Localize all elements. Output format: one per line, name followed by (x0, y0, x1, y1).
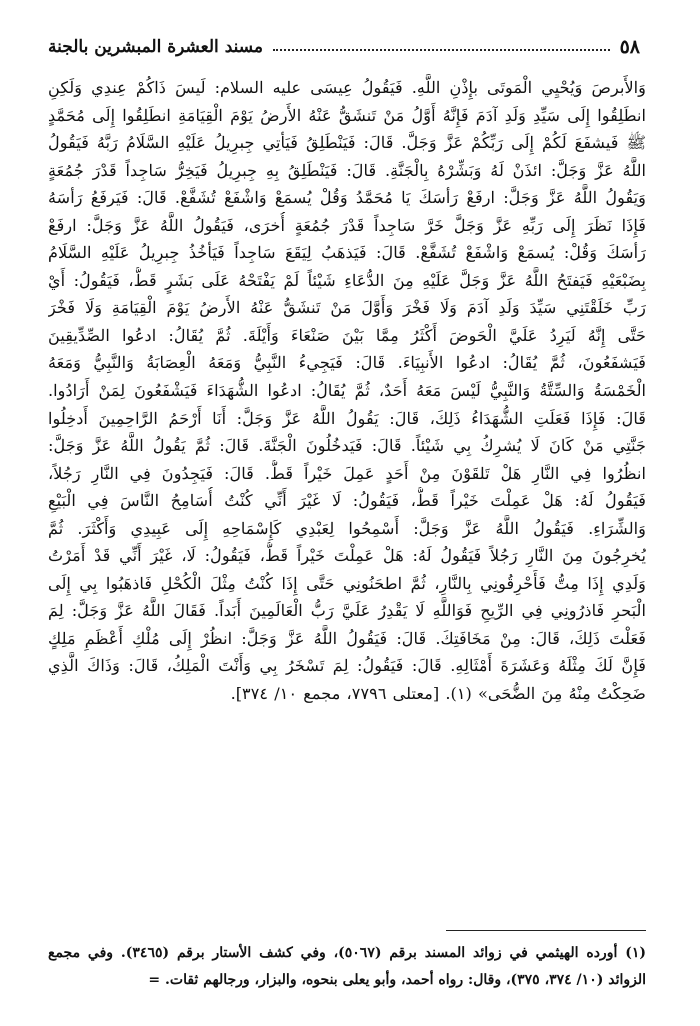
text-line: فَيَشفَعُونَ، ثُمَّ يُقَالُ: ادعُوا الأَنبِيَاءَ. قَالَ: فَيَجِيءُ النَّبِيُّ وَمَعَهُ الْعِصَابَةُ وَالنَّبِيُّ وَمَعَهُ (48, 353, 646, 373)
text-line: حَتَّى إِنَّهُ لَيَرِدُ عَلَيَّ الْحَوضَ أَكْثَرُ مِمَّا بَيْنَ صَنْعَاءَ وَأَيْلَةَ. ثُمَّ يُقَالُ: ادعُوا الصِّدِّيقِينَ (48, 325, 646, 345)
footnote (48, 940, 646, 994)
text-line: اللَّهُ عَزَّ وَجَلَّ: ائذَنْ لَهُ وَبَشِّرْهُ بِالْجَنَّةِ. قَالَ: فَيَنْطَلِقُ بِهِ جِبرِيلُ فَيَخِرُّ سَاجِداً قَدْرَ جُمُعَةٍ (48, 160, 646, 180)
text-line: انظُرُوا فِي النَّارِ هَلْ تَلقَوْنَ مِنْ أَحَدٍ عَمِلَ خَيْراً قَطُّ. قَالَ: فَيَجِدُونَ فِي النَّارِ رَجُلاً، (48, 463, 646, 483)
text-line: الْخَمْسَةُ وَالسِّتَّةُ وَالنَّبِيُّ لَيْسَ مَعَهُ أَحَدٌ، ثُمَّ يُقَالُ: ادعُوا الشُّهَدَاءَ فَيَشْفَعُونَ لِمَنْ أَرَادُوا. (48, 381, 646, 401)
page-number: ٥٨ (619, 36, 640, 58)
header-dotted-leader (273, 49, 610, 51)
footnote-line: (١) أورده الهيثمي في زوائد المسند برقم (٥٠٦٧)، وفي كشف الأستار برقم (٣٤٦٥). وفي مجمع (48, 945, 646, 961)
footnote-separator (446, 930, 646, 931)
text-line: فَإِذَا نَظَرَ إِلَى رَبِّهِ عَزَّ وَجَلَّ خَرَّ سَاجِداً قَدْرَ جُمُعَةٍ أُخرَى، فَيَقُولُ اللَّهُ عَزَّ وَجَلَّ: ارفَعْ (48, 215, 646, 235)
text-line: رَبِّ خَلَقْتَنِي سَيِّدَ وَلَدِ آدَمَ وَلَا فَخْرَ وَأَوَّلَ مَنْ تَنشَقُّ عَنْهُ الأَرضُ يَوْمَ الْقِيَامَةِ وَلَا فَخْرَ (48, 298, 646, 318)
text-line: فَإِنَّ لَكَ مِثْلَهُ وَعَشَرَةَ أَمْثَالِهِ. قَالَ: فَيَقُولُ: لِمَ تَسْخَرُ بِي وَأَنْتَ الْمَلِكُ، قَالَ: وَذَاكَ الَّذِي (48, 656, 646, 676)
hadith-text (48, 74, 646, 708)
text-line: فَعَلْتَ ذَلِكَ، قَالَ: مِنْ مَخَافَتِكَ. قَالَ: فَيَقُولُ اللَّهُ عَزَّ وَجَلَّ: انظُرْ إِلَى مُلْكِ أَعْظَمِ مَلِكٍ (48, 628, 646, 648)
running-title: مسند العشرة المبشرين بالجنة (48, 37, 264, 57)
footnote-line: الزوائد (١٠/ ٣٧٤، ٣٧٥)، وقال: رواه أحمد، وأبو يعلى بنحوه، والبزار، ورجالهم ثقات. = (148, 972, 646, 988)
text-line: فَيَقُولُ لَهُ: هَلْ عَمِلْتَ خَيْراً قَطُّ، فَيَقُولُ: لَا غَيْرَ أَنِّي كُنْتُ أُسَامِحُ النَّاسَ فِي الْبَيْعِ (48, 491, 646, 511)
text-line: انطَلِقُوا إِلَى سَيِّدِ وَلَدِ آدَمَ فَإِنَّهُ أَوَّلُ مَنْ تَنشَقُّ عَنْهُ الأَرضُ يَوْمَ الْقِيَامَةِ انطَلِقُوا إِلَى مُحَمَّدٍ (48, 105, 646, 125)
text-line: بِضَبْعَيْهِ فَيَفتَحُ اللَّهُ عَزَّ وَجَلَّ عَلَيْهِ مِنَ الدُّعَاءِ شَيْئاً لَمْ يَفْتَحْهُ عَلَى بَشَرٍ قَطُّ، فَيَقُولُ: أَيْ (48, 270, 646, 290)
text-line: وَالأَبرصَ وَيُحْيِي الْمَوتَى بإِذْنِ اللَّهِ. فَيَقُولُ عِيسَى عليه السلام: لَيسَ ذَاكُمْ عِندِي وَلَكِنِ (48, 78, 646, 97)
text-line: وَلَدِي إِذَا مِتُّ فَأَحْرِقُونِي بِالنَّارِ، ثُمَّ اطحَنُونِي حَتَّى إِذَا كُنْتُ مِثْلَ الْكُحْلِ فَاذهَبُوا بِي إِلَى (48, 573, 646, 593)
text-line: قَالَ: فَإِذَا فَعَلَتِ الشُّهَدَاءُ ذَلِكَ، قَالَ: يَقُولُ اللَّهُ عَزَّ وَجَلَّ: أَنَا أَرْحَمُ الرَّاحِمِينَ أَدخِلُوا (48, 408, 646, 428)
text-line: جَنَّتِي مَنْ كَانَ لَا يُشرِكُ بِي شَيْئاً. قَالَ: فَيَدخُلُونَ الْجَنَّةَ. قَالَ: ثُمَّ يَقُولُ اللَّهُ عَزَّ وَجَلَّ: (48, 436, 646, 456)
text-line: الْبَحرِ فَاذرُونِي فِي الرِّيحِ فَوَاللَّهِ لَا يَقْدِرُ عَلَيَّ رَبُّ الْعَالَمِينَ أَبَداً. فَقَالَ اللَّهُ عَزَّ وَجَلَّ: لِمَ (48, 601, 646, 621)
text-line: رَأسَكَ وَقُلْ: يُسمَعْ وَاشْفَعْ تُشَفَّعْ. قَالَ: فَيَذهَبُ لِيَقَعَ سَاجِداً فَيَأخُذُ جِبرِيلُ عَلَيْهِ السَّلَامُ (48, 243, 646, 263)
text-line: ضَحِكْتُ مِنْهُ مِنَ الضُّحَى» (١). [معتلى ٧٧٩٦، مجمع ١٠/ ٣٧٤]. (230, 684, 646, 704)
page-header (48, 30, 640, 64)
text-line: ﷺ فَيشفَعَ لَكُمْ إِلَى رَبِّكُمْ عَزَّ وَجَلَّ. قَالَ: فَيَنْطَلِقُ فَيَأتِي جِبرِيلُ عَلَيْهِ السَّلَامُ رَبَّهُ فَيَقُولُ (48, 133, 646, 153)
text-line: يُخرِجُونَ مِنَ النَّارِ رَجُلاً فَيَقُولُ لَهُ: هَلْ عَمِلْتَ خَيْراً قَطُّ، فَيَقُولُ: لَا، غَيْرَ أَنِّي قَدْ أَمَرْتُ (48, 546, 646, 566)
text-line: وَالشِّرَاءِ. فَيَقُولُ اللَّهُ عَزَّ وَجَلَّ: أَسْمِحُوا لِعَبْدِي كَإِسْمَاحِهِ إِلَى عَبِيدِي وَأَكْثَرَ. ثُمَّ (48, 518, 646, 538)
text-line: وَيَقُولُ اللَّهُ عَزَّ وَجَلَّ: ارفَعْ رَأسَكَ يَا مُحَمَّدُ وَقُلْ يُسمَعْ وَاشْفَعْ تُشَفَّعْ. قَالَ: فَيَرفَعُ رَأسَهُ (48, 188, 646, 208)
